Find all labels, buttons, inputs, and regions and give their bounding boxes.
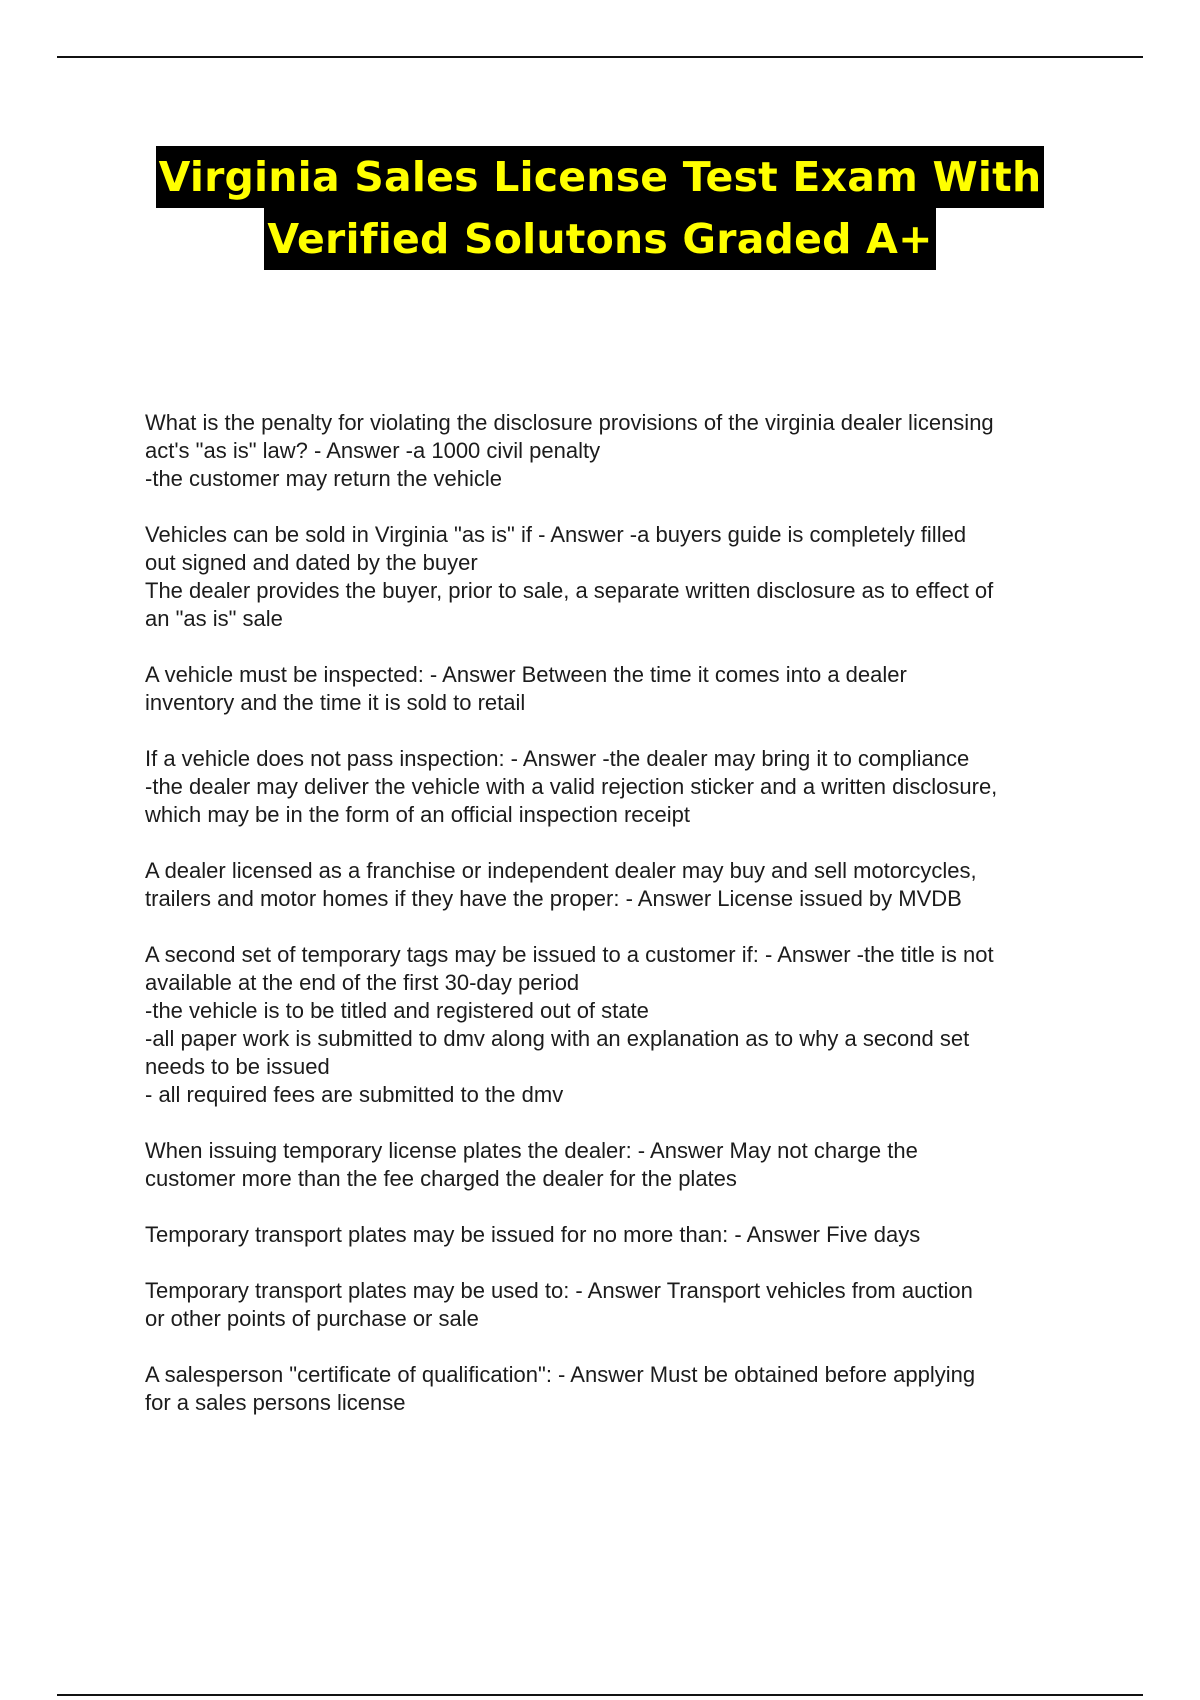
qa-item-1 (145, 409, 1095, 493)
qa-item-6 (145, 941, 1095, 1109)
footer-rule (57, 1694, 1143, 1696)
qa-line: available at the end of the first 30-day period (145, 970, 580, 995)
qa-line: If a vehicle does not pass inspection: - Answer -the dealer may bring it to compliance (145, 746, 970, 771)
qa-line: -the dealer may deliver the vehicle with a valid rejection sticker and a written disclosure, (145, 774, 998, 799)
qa-line: trailers and motor homes if they have the proper: - Answer License issued by MVDB (145, 886, 962, 911)
title-line-2: Verified Solutons Graded A+ (264, 208, 935, 270)
title-line-1: Virginia Sales License Test Exam With (156, 146, 1045, 208)
header-rule (57, 56, 1143, 58)
qa-line: When issuing temporary license plates the dealer: - Answer May not charge the (145, 1138, 918, 1163)
qa-line: What is the penalty for violating the disclosure provisions of the virginia dealer licensing (145, 410, 994, 435)
qa-item-9 (145, 1277, 1095, 1333)
qa-item-3 (145, 661, 1095, 717)
qa-line: - all required fees are submitted to the dmv (145, 1082, 564, 1107)
qa-line: -the vehicle is to be titled and registered out of state (145, 998, 649, 1023)
qa-line: -all paper work is submitted to dmv along with an explanation as to why a second set (145, 1026, 970, 1051)
qa-line: an "as is" sale (145, 606, 283, 631)
qa-item-2 (145, 521, 1095, 633)
qa-line: A salesperson "certificate of qualification": - Answer Must be obtained before applying (145, 1362, 976, 1387)
qa-item-5 (145, 857, 1095, 913)
qa-line: The dealer provides the buyer, prior to sale, a separate written disclosure as to effect of (145, 578, 994, 603)
qa-line: A dealer licensed as a franchise or independent dealer may buy and sell motorcycles, (145, 858, 977, 883)
qa-item-8 (145, 1221, 1095, 1249)
qa-line: -the customer may return the vehicle (145, 466, 503, 491)
qa-line: A second set of temporary tags may be issued to a customer if: - Answer -the title is not (145, 942, 994, 967)
qa-line: A vehicle must be inspected: - Answer Between the time it comes into a dealer (145, 662, 907, 687)
qa-line: or other points of purchase or sale (145, 1306, 479, 1331)
qa-line: for a sales persons license (145, 1390, 406, 1415)
qa-line: customer more than the fee charged the dealer for the plates (145, 1166, 737, 1191)
qa-line: needs to be issued (145, 1054, 330, 1079)
qa-line: Vehicles can be sold in Virginia "as is" if - Answer -a buyers guide is completely filled (145, 522, 967, 547)
qa-item-4 (145, 745, 1095, 829)
qa-item-10 (145, 1361, 1095, 1417)
qa-list (145, 409, 1095, 1445)
document-title (0, 146, 1200, 270)
qa-line: Temporary transport plates may be used to: - Answer Transport vehicles from auction (145, 1278, 973, 1303)
qa-line: out signed and dated by the buyer (145, 550, 478, 575)
qa-line: act's "as is" law? - Answer -a 1000 civil penalty (145, 438, 601, 463)
qa-line: inventory and the time it is sold to retail (145, 690, 526, 715)
qa-line: which may be in the form of an official inspection receipt (145, 802, 690, 827)
qa-item-7 (145, 1137, 1095, 1193)
qa-line: Temporary transport plates may be issued for no more than: - Answer Five days (145, 1222, 921, 1247)
